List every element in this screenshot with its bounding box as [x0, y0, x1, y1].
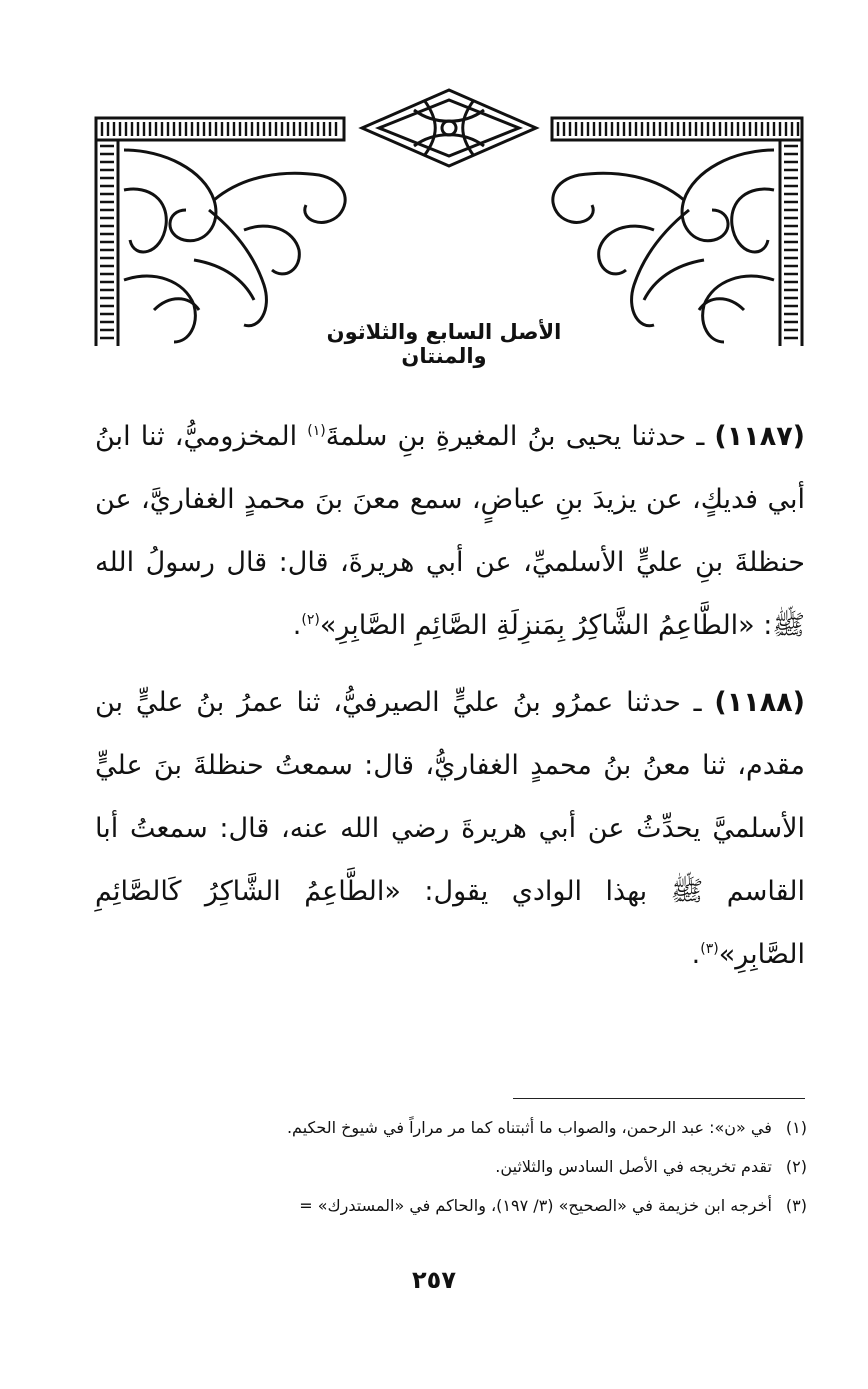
hadith-end: .: [691, 939, 701, 970]
footnotes: [95, 1108, 807, 1225]
footnote-separator: [513, 1098, 805, 1099]
footnote-ref: (٣): [700, 941, 719, 957]
footnote-text: في «ن»: عبد الرحمن، والصواب ما أثبتناه كما مر مراراً في شيوخ الحكيم.: [286, 1118, 772, 1137]
footnote: [95, 1147, 807, 1186]
hadith-paragraph: [95, 405, 805, 657]
footnote-ref: (١): [307, 423, 326, 439]
main-text: [95, 405, 805, 986]
arabesque-frame-icon: [94, 80, 804, 348]
footnote-text: أخرجه ابن خزيمة في «الصحيح» (٣/ ١٩٧)، والحاكم في «المستدرك» =: [299, 1196, 772, 1215]
footnote-mark: (١): [785, 1118, 807, 1137]
footnote-ref: (٢): [301, 612, 320, 628]
hadith-end: .: [292, 610, 302, 641]
hadith-number: (١١٨٨): [714, 687, 805, 718]
footnote-mark: (٣): [785, 1196, 807, 1215]
footnote-mark: (٢): [785, 1157, 807, 1176]
hadith-paragraph: [95, 671, 805, 986]
chapter-header-ornament: [94, 80, 804, 368]
hadith-text: ـ حدثنا عمرُو بنُ عليٍّ الصيرفيُّ، ثنا عمرُ بنُ عليٍّ بن مقدم، ثنا معنُ بنُ محمدٍ الغفاريُّ، قال: سمعتُ حنظلةَ بنَ عليٍّ الأسلميَّ يحدِّثُ عن أبي هريرةَ رضي الله عنه، قال: سمعتُ أبا القاسم ﷺ بهذا الوادي يقول: «الطَّاعِمُ الشَّاكِرُ كَالصَّائِمِ الصَّابِرِ»: [95, 687, 805, 970]
page-number: ٢٥٧: [412, 1266, 456, 1294]
hadith-number: (١١٨٧): [714, 421, 806, 452]
footnote: [95, 1186, 807, 1225]
footnote-text: تقدم تخريجه في الأصل السادس والثلاثين.: [495, 1157, 772, 1176]
hadith-text-cont: المخزوميُّ، ثنا ابنُ أبي فديكٍ، عن يزيدَ بنِ عياضٍ، سمع معنَ بنَ محمدٍ الغفاريَّ، عن حنظلةَ بنِ عليٍّ الأسلميِّ، عن أبي هريرةَ، قال: قال رسولُ الله ﷺ: «الطَّاعِمُ الشَّاكِرُ بِمَنزِلَةِ الصَّائِمِ الصَّابِرِ»: [95, 421, 805, 641]
chapter-title: الأصل السابع والثلاثون والمنتان: [326, 320, 562, 368]
footnote: [95, 1108, 807, 1147]
hadith-text: ـ حدثنا يحيى بنُ المغيرةِ بنِ سلمةَ: [325, 421, 715, 452]
